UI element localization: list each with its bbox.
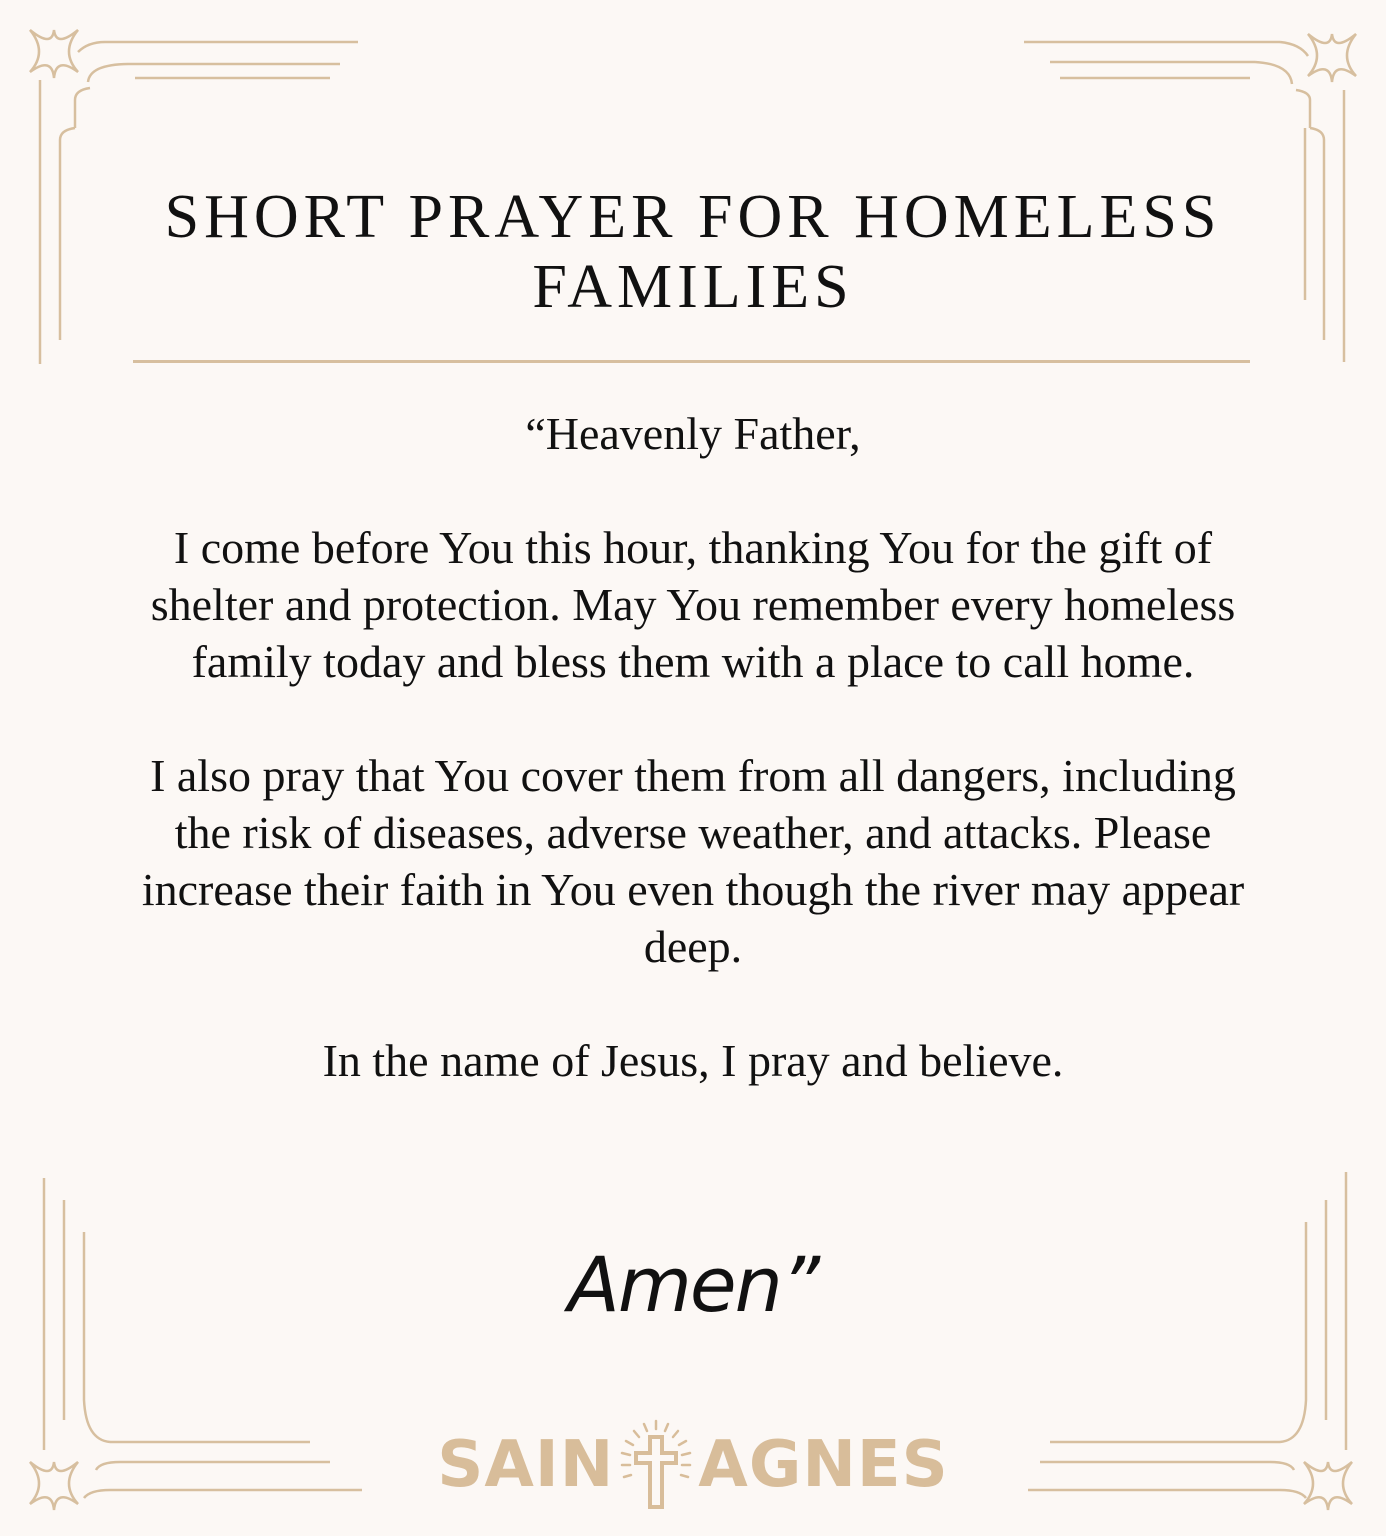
paragraph-spacer [120,975,1266,1032]
paragraph-spacer [120,690,1266,747]
prayer-paragraph-2: I also pray that You cover them from all dangers, including the risk of diseases, adverse weather, and attacks. Please increase their faith in You even though the river may appear deep. [141,750,1245,972]
title-line-1: SHORT PRAYER FOR HOMELESS [164,183,1222,251]
prayer-salutation: “Heavenly Father, [525,408,861,459]
logo-text-right: AGNES [698,1428,949,1502]
amen-signature: Amen” [567,1240,819,1329]
logo-text-left: SAIN [437,1428,615,1502]
cross-sunburst-icon [610,1415,702,1515]
prayer-paragraph-1: I come before You this hour, thanking You for the gift of shelter and protection. May You remember every homeless family today and bless them with a place to call home. [150,522,1236,687]
prayer-closing: In the name of Jesus, I pray and believe. [322,1035,1064,1086]
title-line-2: FAMILIES [532,253,854,321]
saint-agnes-logo [0,1415,1386,1515]
paragraph-spacer [120,462,1266,519]
title-divider [133,360,1250,363]
page-title [0,182,1386,322]
prayer-body [120,405,1266,1089]
